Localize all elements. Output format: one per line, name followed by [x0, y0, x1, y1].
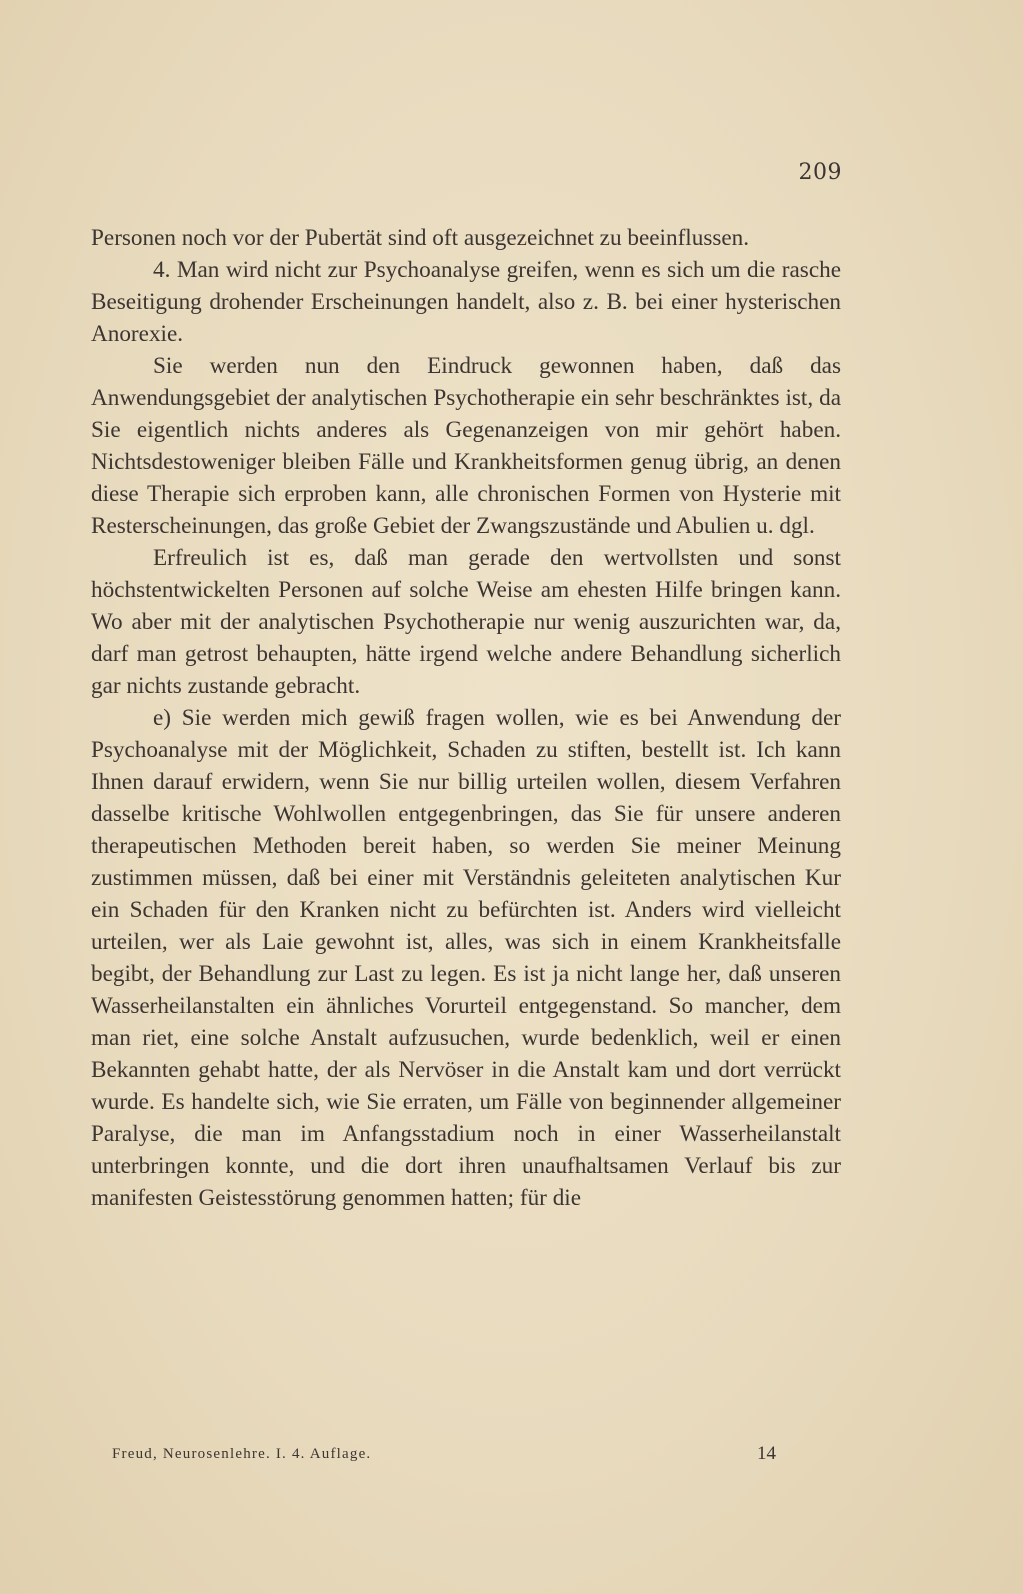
paragraph: Erfreulich ist es, daß man gerade den wertvollsten und sonst höchstentwickelten Personen auf solche Weise am ehesten Hilfe bringen kann. Wo aber mit der analytischen Psychotherapie nur wenig auszurichten war, da, darf man getrost behaupten, hätte irgend welche andere Behandlung sicherlich gar nichts zustande gebracht.: [91, 545, 841, 699]
footer-source: Freud, Neurosenlehre. I. 4. Auflage.: [112, 1446, 372, 1462]
body-text: [91, 222, 841, 1214]
paragraph: Sie werden nun den Eindruck gewonnen haben, daß das Anwendungsgebiet der analytischen Psychotherapie ein sehr beschränktes ist, da Sie eigentlich nichts anderes als Gegenanzeigen von mir gehört haben. Nichtsdestoweniger bleiben Fälle und Krankheitsformen genug übrig, an denen diese Therapie sich erproben kann, alle chronischen Formen von Hysterie mit Resterscheinungen, das große Gebiet der Zwangszustände und Abulien u. dgl.: [91, 353, 841, 539]
paragraph: e) Sie werden mich gewiß fragen wollen, wie es bei Anwendung der Psychoanalyse mit der Möglichkeit, Schaden zu stiften, bestellt ist. Ich kann Ihnen darauf erwidern, wenn Sie nur billig urteilen wollen, diesem Verfahren dasselbe kritische Wohlwollen entgegenbringen, das Sie für unsere anderen therapeutischen Methoden bereit haben, so werden Sie meiner Meinung zustimmen müssen, daß bei einer mit Verständnis geleiteten analytischen Kur ein Schaden für den Kranken nicht zu befürchten ist. Anders wird vielleicht urteilen, wer als Laie gewohnt ist, alles, was sich in einem Krankheitsfalle begibt, der Behandlung zur Last zu legen. Es ist ja nicht lange her, daß unseren Wasserheilanstalten ein ähnliches Vorurteil entgegenstand. So mancher, dem man riet, eine solche Anstalt aufzusuchen, wurde bedenklich, weil er einen Bekannten gehabt hatte, der als Nervöser in die Anstalt kam und dort verrückt wurde. Es handelte sich, wie Sie erraten, um Fälle von beginnender allgemeiner Paralyse, die man im Anfangsstadium noch in einer Wasserheilanstalt unterbringen konnte, und die dort ihren unaufhaltsamen Verlauf bis zur manifesten Geistesstörung genommen hatten; für die: [91, 705, 841, 1211]
page-number: 209: [798, 160, 842, 185]
footer: [112, 1443, 776, 1464]
signature-mark: 14: [757, 1443, 776, 1464]
paragraph: Personen noch vor der Pubertät sind oft ausgezeichnet zu beeinflussen.: [91, 225, 750, 251]
paragraph: 4. Man wird nicht zur Psychoanalyse greifen, wenn es sich um die rasche Beseitigung drohender Erscheinungen handelt, also z. B. bei einer hysterischen Anorexie.: [91, 257, 841, 347]
